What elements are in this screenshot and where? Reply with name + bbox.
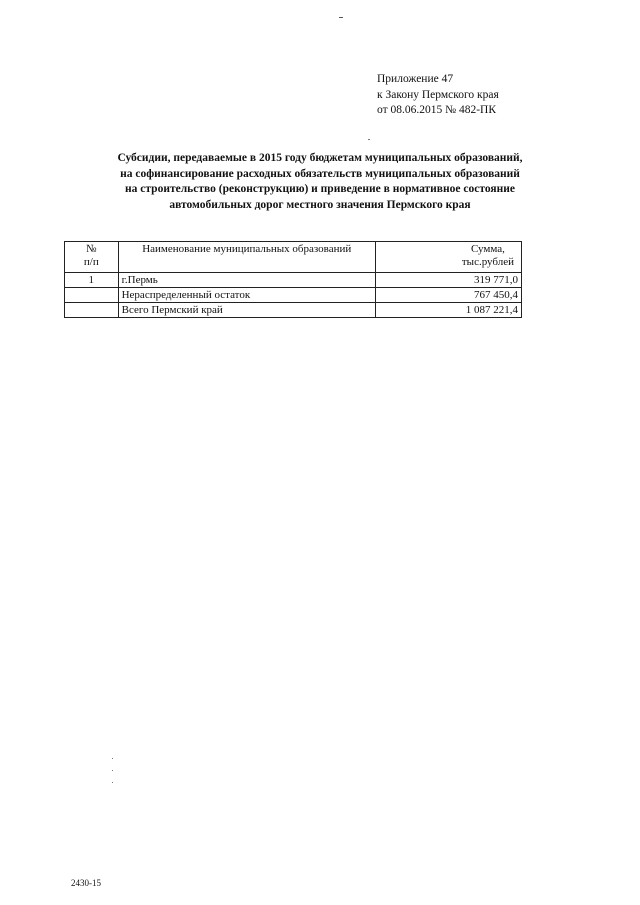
- header-name: Наименование муниципальных образований: [118, 242, 375, 273]
- row-number: [65, 303, 119, 318]
- scan-dot: [112, 770, 113, 771]
- row-sum: 319 771,0: [375, 273, 521, 288]
- scan-mark: [368, 139, 370, 140]
- scan-dot: [112, 758, 113, 759]
- row-name: Всего Пермский край: [118, 303, 375, 318]
- row-number: [65, 288, 119, 303]
- appendix-reference: [377, 72, 499, 119]
- document-code: 2430-15: [71, 878, 101, 888]
- row-name: г.Пермь: [118, 273, 375, 288]
- row-sum: 767 450,4: [375, 288, 521, 303]
- appendix-number: Приложение 47: [377, 73, 454, 85]
- title-line: на строительство (реконструкцию) и приведение в нормативное состояние: [125, 183, 515, 195]
- subsidy-table: [64, 241, 522, 318]
- document-title: [60, 151, 580, 213]
- row-number: 1: [65, 273, 119, 288]
- header-sum: Сумма, тыс.рублей: [375, 242, 521, 273]
- scan-mark: [339, 17, 343, 18]
- title-line: на софинансирование расходных обязательств муниципальных образований: [120, 167, 520, 180]
- header-number: № п/п: [65, 242, 119, 273]
- appendix-date: от 08.06.2015 № 482-ПК: [377, 104, 497, 116]
- table-row: [65, 288, 522, 303]
- table-row: [65, 273, 522, 288]
- table-header-row: [65, 242, 522, 273]
- table-total-row: [65, 303, 522, 318]
- title-line: Субсидии, передаваемые в 2015 году бюджетам муниципальных образований,: [117, 152, 523, 164]
- row-name: Нераспределенный остаток: [118, 288, 375, 303]
- title-line: автомобильных дорог местного значения Пермского края: [169, 198, 471, 211]
- scan-dot: [112, 782, 113, 783]
- scan-marks: [112, 758, 114, 788]
- row-sum: 1 087 221,4: [375, 303, 521, 318]
- appendix-law: к Закону Пермского края: [377, 88, 499, 101]
